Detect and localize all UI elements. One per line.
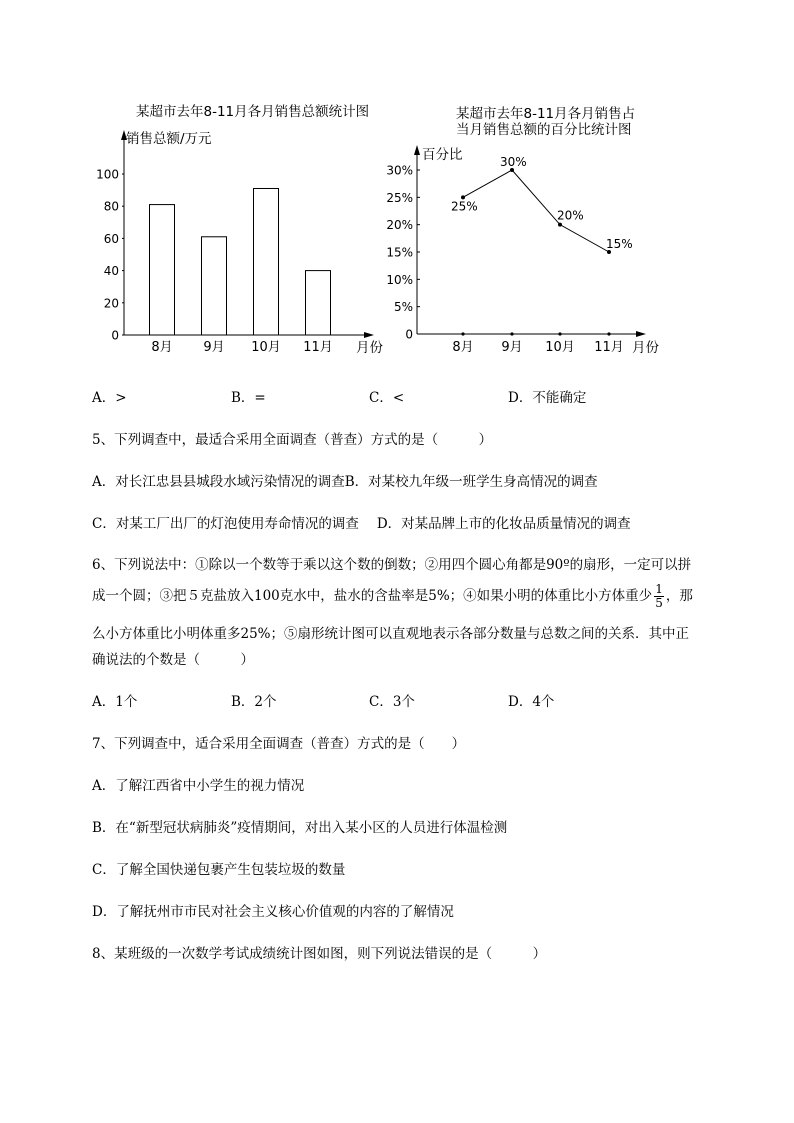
line-x-tick-dot xyxy=(461,332,464,335)
q7-option-b[interactable]: B．在“新型冠状病肺炎”疫情期间，对出入某小区的人员进行体温检测 xyxy=(92,820,508,836)
line-data-label: 25% xyxy=(451,199,478,214)
fraction-numerator: 1 xyxy=(655,582,663,596)
line-chart-title-line-1: 某超市去年8-11月各月销售占 xyxy=(456,106,636,122)
bar-x-tick-label: 10月 xyxy=(251,340,281,355)
bar-x-axis-arrow xyxy=(364,332,374,338)
bar-x-tick-label: 11月 xyxy=(303,340,333,355)
line-y-tick-label: 15% xyxy=(386,245,413,260)
line-y-tick-label: 0 xyxy=(405,327,413,342)
bar-chart-axes xyxy=(96,130,374,355)
q7-stem: 7、下列调查中，适合采用全面调查（普查）方式的是（ ） xyxy=(92,736,466,752)
bar-y-tick-label: 40 xyxy=(103,264,119,279)
bar-chart-title: 某超市去年8-11月各月销售总额统计图 xyxy=(136,104,370,120)
bar-y-tick-label: 60 xyxy=(103,231,119,246)
line-y-axis-arrow xyxy=(414,145,420,155)
bar xyxy=(254,188,279,335)
bar xyxy=(306,271,331,335)
line-x-tick-dot xyxy=(607,332,610,335)
bar-x-tick-label: 9月 xyxy=(203,340,225,355)
line-y-tick-label: 30% xyxy=(386,163,413,178)
q6-option-d[interactable]: D．4个 xyxy=(508,694,555,710)
q6-option-a[interactable]: A．1个 xyxy=(92,694,138,710)
line-y-tick-label: 5% xyxy=(393,300,413,315)
q5-option-d[interactable]: D．对某品牌上市的化妆品质量情况的调查 xyxy=(376,516,631,532)
q6-line-2 xyxy=(92,583,693,610)
q5-stem: 5、下列调查中，最适合采用全面调查（普查）方式的是（ ） xyxy=(92,432,493,448)
bar-y-tick-label: 0 xyxy=(111,328,119,343)
line-data-label: 30% xyxy=(500,155,527,169)
bar xyxy=(202,237,227,335)
q5-options-cd xyxy=(92,512,631,532)
line-series xyxy=(463,170,609,252)
line-data-label: 15% xyxy=(606,237,633,251)
bar-chart xyxy=(90,98,390,360)
bar-chart-ylabel: 销售总额/万元 xyxy=(126,131,212,147)
q7-option-c[interactable]: C．了解全国快递包裹产生包装垃圾的数量 xyxy=(92,862,346,878)
bar-y-tick-label: 80 xyxy=(103,199,119,214)
q7-option-d[interactable]: D．了解抚州市市民对社会主义核心价值观的内容的了解情况 xyxy=(92,904,454,920)
bar xyxy=(150,205,175,335)
line-x-tick-dot xyxy=(510,332,513,335)
q4-option-d[interactable]: D．不能确定 xyxy=(508,390,587,406)
q6-line-4: 确说法的个数是（ ） xyxy=(92,652,254,668)
bar-y-tick-label: 20 xyxy=(103,296,119,311)
line-x-tick-label: 8月 xyxy=(452,340,474,355)
q4-option-b[interactable]: B．= xyxy=(231,390,266,406)
line-x-tick-dot xyxy=(558,332,561,335)
line-chart-title-line-2: 当月销售总额的百分比统计图 xyxy=(456,122,632,138)
q6-line-1: 6、下列说法中：①除以一个数等于乘以这个数的倒数；②用四个圆心角都是90º的扇形，一定可以拼 xyxy=(92,557,692,573)
q4-option-a[interactable]: A．> xyxy=(92,390,127,406)
q5-options-ab[interactable]: A．对长江忠县县城段水域污染情况的调查B．对某校九年级一班学生身高情况的调查 xyxy=(92,474,598,490)
bar-chart-bars xyxy=(150,188,331,335)
bar-x-tick-label: 8月 xyxy=(151,340,173,355)
q6-line-2-tail: ，那 xyxy=(665,588,693,604)
line-data-label: 20% xyxy=(557,208,584,223)
fraction-one-fifth xyxy=(654,583,664,610)
line-chart xyxy=(382,103,672,365)
q8-stem: 8、某班级的一次数学考试成绩统计图如图，则下列说法错误的是（ ） xyxy=(92,946,547,962)
line-y-tick-label: 10% xyxy=(386,272,413,287)
q6-option-c[interactable]: C．3个 xyxy=(369,694,415,710)
line-x-axis-arrow xyxy=(636,331,646,337)
q4-option-c[interactable]: C．< xyxy=(369,390,405,406)
q6-line-2-text: 成一个圆；③把５克盐放入100克水中，盐水的含盐率是5%；④如果小明的体重比小方体重少 xyxy=(92,588,653,604)
q5-option-c[interactable]: C．对某工厂出厂的灯泡使用寿命情况的调查 xyxy=(92,516,359,532)
line-y-tick-label: 25% xyxy=(386,190,413,205)
line-y-tick-label: 20% xyxy=(386,218,413,233)
line-x-tick-label: 11月 xyxy=(594,340,624,355)
line-point xyxy=(558,223,562,227)
line-x-tick-label: 9月 xyxy=(501,340,523,355)
fraction-denominator: 5 xyxy=(655,596,663,610)
bar-y-tick-label: 100 xyxy=(96,167,119,182)
q7-option-a[interactable]: A．了解江西省中小学生的视力情况 xyxy=(92,778,305,794)
line-chart-ylabel: 百分比 xyxy=(422,147,463,163)
q6-line-3: 么小方体重比小明体重多25%；⑤扇形统计图可以直观地表示各部分数量与总数之间的关系．其中正 xyxy=(92,626,690,642)
line-chart-series xyxy=(451,155,633,254)
line-chart-xlabel: 月份 xyxy=(632,340,659,356)
q6-option-b[interactable]: B．2个 xyxy=(231,694,277,710)
line-x-tick-label: 10月 xyxy=(545,340,575,355)
bar-chart-xlabel: 月份 xyxy=(356,340,383,356)
